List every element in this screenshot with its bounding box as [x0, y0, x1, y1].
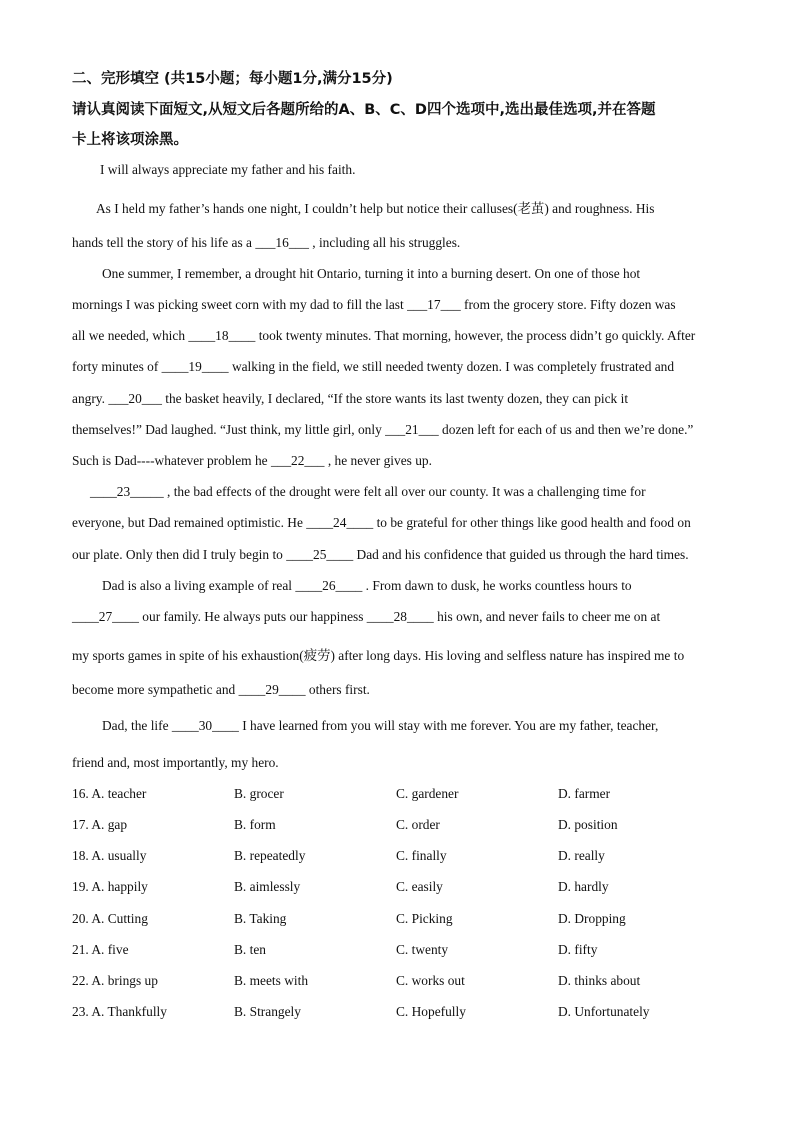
- blank-30: ____30____: [171, 718, 239, 733]
- option-a: 19. A. happily: [72, 879, 148, 894]
- blank-16: ___16___: [255, 235, 309, 250]
- text: , including all his struggles.: [308, 235, 461, 250]
- text: . From dawn to dusk, he works countless hours to: [362, 578, 632, 593]
- text: everyone, but Dad remained optimistic. He: [72, 515, 307, 530]
- option-b: B. repeatedly: [234, 848, 306, 863]
- instructions-line-2: 卡上将该项涂黑。: [72, 132, 188, 148]
- option-a: 22. A. brings up: [72, 973, 158, 988]
- option-d: D. Unfortunately: [558, 1004, 650, 1019]
- option-c: C. gardener: [396, 786, 459, 801]
- passage-line: [72, 235, 732, 251]
- option-a: 18. A. usually: [72, 848, 147, 863]
- text: the basket heavily, I declared, “If the store wants its last twenty dozen, they can pick it: [161, 391, 629, 406]
- text: took twenty minutes. That morning, however, the process didn’t go quickly. After: [255, 328, 696, 343]
- text: our plate. Only then did I truly begin to: [72, 547, 287, 562]
- text: others first.: [305, 682, 370, 697]
- option-a: 20. A. Cutting: [72, 911, 148, 926]
- blank-23: ____23_____: [90, 484, 164, 499]
- option-a: 17. A. gap: [72, 817, 128, 832]
- option-d: D. hardly: [558, 879, 609, 894]
- passage-line: [72, 359, 732, 375]
- passage-line: I will always appreciate my father and his faith.: [100, 162, 356, 177]
- passage-line: [72, 328, 732, 344]
- text: hands tell the story of his life as a: [72, 235, 256, 250]
- text: our family. He always puts our happiness: [138, 609, 367, 624]
- option-c: C. twenty: [396, 942, 449, 957]
- option-d: D. fifty: [558, 942, 598, 957]
- passage-line: [102, 578, 762, 594]
- passage-line: [72, 297, 732, 313]
- text: his own, and never fails to cheer me on at: [433, 609, 661, 624]
- instructions-line-1: 请认真阅读下面短文,从短文后各题所给的A、B、C、D四个选项中,选出最佳选项,并在答题: [72, 102, 656, 118]
- option-c: C. works out: [396, 973, 465, 988]
- option-c: C. Picking: [396, 911, 453, 926]
- option-d: D. thinks about: [558, 973, 641, 988]
- option-d: D. Dropping: [558, 911, 626, 926]
- text: , the bad effects of the drought were felt all over our county. It was a challenging time for: [163, 484, 646, 499]
- option-d: D. farmer: [558, 786, 611, 801]
- option-b: B. form: [234, 817, 276, 832]
- text: walking in the field, we still needed twenty dozen. I was completely frustrated and: [228, 359, 675, 374]
- option-a: 23. A. Thankfully: [72, 1004, 167, 1019]
- text: forty minutes of: [72, 359, 162, 374]
- text: mornings I was picking sweet corn with my dad to fill the last: [72, 297, 408, 312]
- blank-24: ____24____: [306, 515, 374, 530]
- section-title: 二、完形填空 (共15小题；每小题1分,满分15分): [72, 71, 393, 87]
- option-a: 16. A. teacher: [72, 786, 147, 801]
- blank-26: ____26____: [295, 578, 363, 593]
- option-d: D. really: [558, 848, 605, 863]
- blank-17: ___17___: [407, 297, 461, 312]
- blank-27: ____27____: [72, 609, 139, 624]
- option-b: B. ten: [234, 942, 266, 957]
- option-d: D. position: [558, 817, 618, 832]
- text: all we needed, which: [72, 328, 189, 343]
- text: , he never gives up.: [324, 453, 432, 468]
- passage-line: As I held my father’s hands one night, I couldn’t help but notice their calluses(老茧) and roughness. His: [96, 201, 655, 216]
- passage-line: [72, 391, 732, 407]
- passage-line: [90, 484, 750, 500]
- blank-20: ___20___: [108, 391, 162, 406]
- passage-line: [72, 453, 732, 469]
- option-b: B. meets with: [234, 973, 309, 988]
- text: to be grateful for other things like good health and food on: [373, 515, 691, 530]
- blank-21: ___21___: [385, 422, 439, 437]
- passage-line: [72, 682, 732, 698]
- passage-line: One summer, I remember, a drought hit Ontario, turning it into a burning desert. On one of those hot: [102, 266, 641, 281]
- passage-line: [72, 422, 732, 438]
- passage-line: [72, 515, 732, 531]
- text: dozen left for each of us and then we’re done.”: [438, 422, 694, 437]
- option-c: C. finally: [396, 848, 447, 863]
- option-b: B. Strangely: [234, 1004, 301, 1019]
- blank-19: ____19____: [161, 359, 229, 374]
- passage-line: my sports games in spite of his exhaustion(疲劳) after long days. His loving and selfless nature has inspired me to: [72, 648, 685, 663]
- text: angry.: [72, 391, 109, 406]
- blank-18: ____18____: [188, 328, 256, 343]
- blank-22: ___22___: [270, 453, 325, 468]
- option-b: B. aimlessly: [234, 879, 301, 894]
- option-a: 21. A. five: [72, 942, 129, 957]
- option-c: C. Hopefully: [396, 1004, 466, 1019]
- text: Dad and his confidence that guided us through the hard times.: [353, 547, 689, 562]
- passage-line: [72, 609, 732, 625]
- text: I have learned from you will stay with me forever. You are my father, teacher,: [238, 718, 659, 733]
- text: Dad, the life: [102, 718, 172, 733]
- option-b: B. grocer: [234, 786, 284, 801]
- text: become more sympathetic and: [72, 682, 239, 697]
- option-b: B. Taking: [234, 911, 287, 926]
- option-c: C. order: [396, 817, 440, 832]
- text: Dad is also a living example of real: [102, 578, 296, 593]
- option-c: C. easily: [396, 879, 443, 894]
- passage-line: friend and, most importantly, my hero.: [72, 755, 279, 770]
- text: Such is Dad----whatever problem he: [72, 453, 271, 468]
- blank-29: ____29____: [238, 682, 306, 697]
- text: themselves!” Dad laughed. “Just think, my little girl, only: [72, 422, 386, 437]
- passage-line: [72, 547, 732, 563]
- blank-25: ____25____: [286, 547, 354, 562]
- text: from the grocery store. Fifty dozen was: [460, 297, 676, 312]
- blank-28: ____28____: [366, 609, 434, 624]
- passage-line: [102, 718, 762, 734]
